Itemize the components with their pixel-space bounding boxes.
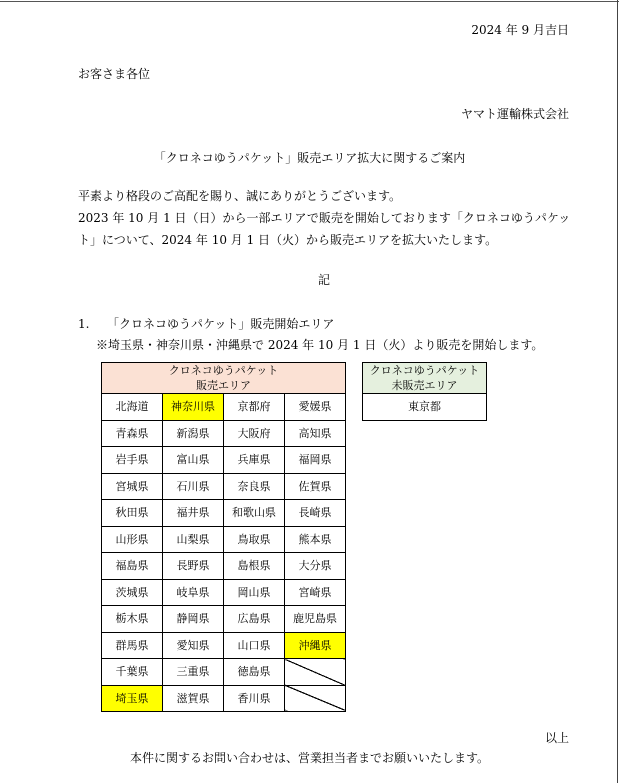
prefecture-cell: 山梨県 (163, 526, 224, 553)
table-row (102, 659, 346, 686)
table-row (102, 685, 346, 712)
section-note: ※埼玉県・神奈川県・沖縄県で 2024 年 10 月 1 日（火）より販売を開始します。 (96, 338, 544, 352)
sales-area-table (101, 362, 346, 712)
prefecture-cell: 石川県 (163, 473, 224, 500)
prefecture-cell: 岩手県 (102, 447, 163, 474)
prefecture-cell: 千葉県 (102, 659, 163, 686)
unsold-area-table (362, 362, 487, 421)
unsold-area-header-line1: クロネコゆうパケット (369, 364, 480, 377)
prefecture-cell: 東京都 (363, 394, 487, 421)
body-line: ト」について、2024 年 10 月 1 日（火）から販売エリアを拡大いたします。 (78, 233, 498, 247)
prefecture-cell: 徳島県 (224, 659, 285, 686)
right-rule (617, 0, 618, 783)
prefecture-cell: 埼玉県 (102, 685, 163, 712)
prefecture-cell: 北海道 (102, 394, 163, 421)
top-rule (0, 1, 619, 2)
prefecture-cell: 鳥取県 (224, 526, 285, 553)
prefecture-cell: 山口県 (224, 632, 285, 659)
prefecture-cell: 岡山県 (224, 579, 285, 606)
empty-cell (285, 685, 346, 712)
prefecture-cell: 福井県 (163, 500, 224, 527)
sales-area-header (102, 363, 346, 394)
prefecture-cell: 神奈川県 (163, 394, 224, 421)
unsold-area-header-line2: 未販売エリア (391, 379, 458, 392)
table-row (102, 420, 346, 447)
prefecture-cell: 山形県 (102, 526, 163, 553)
prefecture-cell: 福島県 (102, 553, 163, 580)
prefecture-cell: 三重県 (163, 659, 224, 686)
prefecture-cell: 新潟県 (163, 420, 224, 447)
prefecture-cell: 大分県 (285, 553, 346, 580)
recipient: お客さま各位 (78, 67, 151, 81)
prefecture-cell: 京都府 (224, 394, 285, 421)
ki-mark: 記 (317, 273, 330, 287)
table-row (102, 394, 346, 421)
body-line: 2023 年 10 月 1 日（日）から一部エリアで販売を開始しております「クロネコゆうパケッ (78, 211, 571, 225)
prefecture-cell: 秋田県 (102, 500, 163, 527)
prefecture-cell: 宮城県 (102, 473, 163, 500)
body-line: 平素より格段のご高配を賜り、誠にありがとうございます。 (78, 189, 402, 203)
table-row (102, 526, 346, 553)
prefecture-cell: 奈良県 (224, 473, 285, 500)
empty-cell (285, 659, 346, 686)
prefecture-cell: 長崎県 (285, 500, 346, 527)
prefecture-cell: 茨城県 (102, 579, 163, 606)
section-number: 1. (78, 317, 90, 331)
prefecture-cell: 高知県 (285, 420, 346, 447)
section-title: 「クロネコゆうパケット」販売開始エリア (107, 317, 335, 331)
issue-date: 2024 年 9 月吉日 (471, 23, 569, 37)
document-title: 「クロネコゆうパケット」販売エリア拡大に関するご案内 (153, 151, 466, 165)
unsold-area-header (363, 363, 487, 394)
prefecture-cell: 佐賀県 (285, 473, 346, 500)
sales-area-header-line2: 販売エリア (196, 379, 251, 392)
prefecture-cell: 鹿児島県 (285, 606, 346, 633)
prefecture-cell: 沖縄県 (285, 632, 346, 659)
prefecture-cell: 青森県 (102, 420, 163, 447)
prefecture-cell: 宮崎県 (285, 579, 346, 606)
sender-company: ヤマト運輸株式会社 (460, 107, 569, 121)
table-row (102, 500, 346, 527)
prefecture-cell: 岐阜県 (163, 579, 224, 606)
prefecture-cell: 愛媛県 (285, 394, 346, 421)
table-row (102, 579, 346, 606)
table-row (102, 606, 346, 633)
prefecture-cell: 長野県 (163, 553, 224, 580)
prefecture-cell: 香川県 (224, 685, 285, 712)
table-row (363, 394, 487, 421)
sales-area-header-line1: クロネコゆうパケット (168, 364, 279, 377)
prefecture-cell: 島根県 (224, 553, 285, 580)
prefecture-cell: 栃木県 (102, 606, 163, 633)
prefecture-cell: 滋賀県 (163, 685, 224, 712)
prefecture-cell: 群馬県 (102, 632, 163, 659)
table-row (102, 632, 346, 659)
closing-mark: 以上 (544, 731, 569, 745)
prefecture-cell: 大阪府 (224, 420, 285, 447)
prefecture-cell: 熊本県 (285, 526, 346, 553)
prefecture-cell: 福岡県 (285, 447, 346, 474)
table-row (102, 447, 346, 474)
prefecture-cell: 和歌山県 (224, 500, 285, 527)
table-row (102, 553, 346, 580)
prefecture-cell: 兵庫県 (224, 447, 285, 474)
contact-note: 本件に関するお問い合わせは、営業担当者までお願いいたします。 (129, 751, 490, 765)
prefecture-cell: 富山県 (163, 447, 224, 474)
prefecture-cell: 愛知県 (163, 632, 224, 659)
table-row (102, 473, 346, 500)
prefecture-cell: 広島県 (224, 606, 285, 633)
prefecture-cell: 静岡県 (163, 606, 224, 633)
